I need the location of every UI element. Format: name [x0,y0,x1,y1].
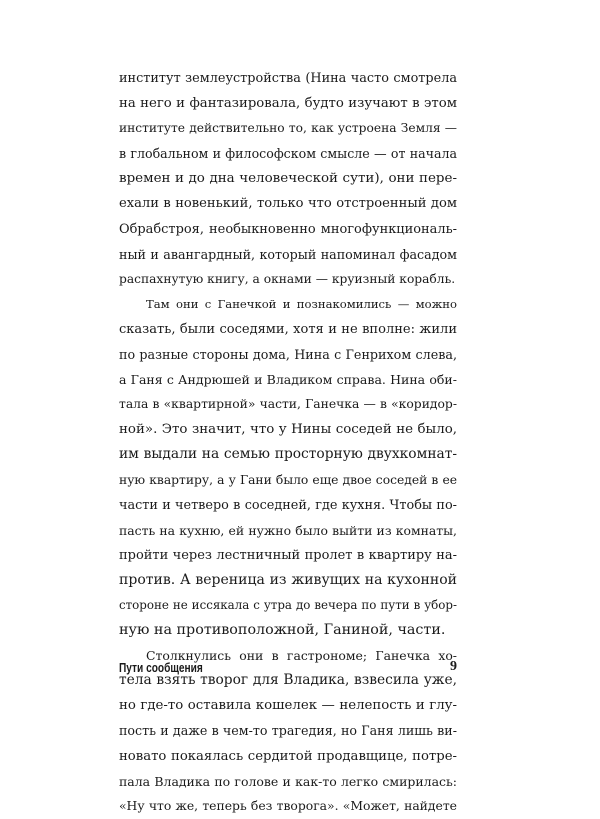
text-line: распахнутую книгу, а окнами — круизный корабль. [119,271,456,286]
text-line: против. А вереница из живущих на кухонной [119,571,457,588]
text-line: ную на противоположной, Ганиной, части. [119,622,446,639]
text-line: пасть на кухню, ей нужно было выйти из комнаты, [119,522,457,538]
text-line: но где-то оставила кошелек — нелепость и глу- [119,698,457,714]
text-line: институте действительно то, как устроена Земля — [119,121,457,136]
text-line: времен и до дна человеческой сути), они пере- [119,171,457,187]
text-line: институт землеустройства (Нина часто смотрела [119,71,457,86]
text-line: пала Владика по голове и как-то легко смирилась: [119,773,457,789]
text-line: тела взять творог для Владика, взвесила уже, [119,672,457,689]
text-line: Обрабстроя, необыкновенно многофункциональ- [119,221,457,237]
text-line: тала в «квартирной» части, Ганечка — в «коридор- [119,397,457,412]
text-line: пость и даже в чем-то трагедия, но Ганя лишь ви- [119,723,457,739]
text-line: части и четверо в соседней, где кухня. Чтобы по- [119,497,457,513]
page-number: 9 [450,659,457,674]
text-line: стороне не иссякала с утра до вечера по пути в убор- [119,597,457,612]
text-line: новато покаялась сердитой продавщице, потре- [119,748,457,764]
text-line: на него и фантазировала, будто изучают в этом [119,96,457,112]
text-line: им выдали на семью просторную двухкомнат- [119,446,457,463]
text-line: Столкнулись они в гастрономе; Ганечка хо- [146,648,457,664]
running-footer-title: Пути сообщения [119,660,203,675]
text-line: ную квартиру, а у Гани было еще двое соседей в ее [119,472,457,487]
text-line: в глобальном и философском смысле — от начала [119,146,457,162]
text-line: ный и авангардный, который напоминал фасадом [119,246,457,262]
text-line: Там они с Ганечкой и познакомились — можно [146,296,457,311]
text-line: сказать, были соседями, хотя и не вполне: жили [119,321,457,337]
text-line: ной». Это значит, что у Нины соседей не было, [119,422,457,438]
page-body-text [119,66,457,819]
text-line: а Ганя с Андрюшей и Владиком справа. Нина оби- [119,372,457,388]
text-line: по разные стороны дома, Нина с Генрихом слева, [119,347,457,363]
text-line: пройти через лестничный пролет в квартиру на- [119,547,457,563]
text-line: «Ну что же, теперь без творога». «Может, найдете [119,798,457,813]
text-line: ехали в новенький, только что отстроенный дом [119,196,457,212]
